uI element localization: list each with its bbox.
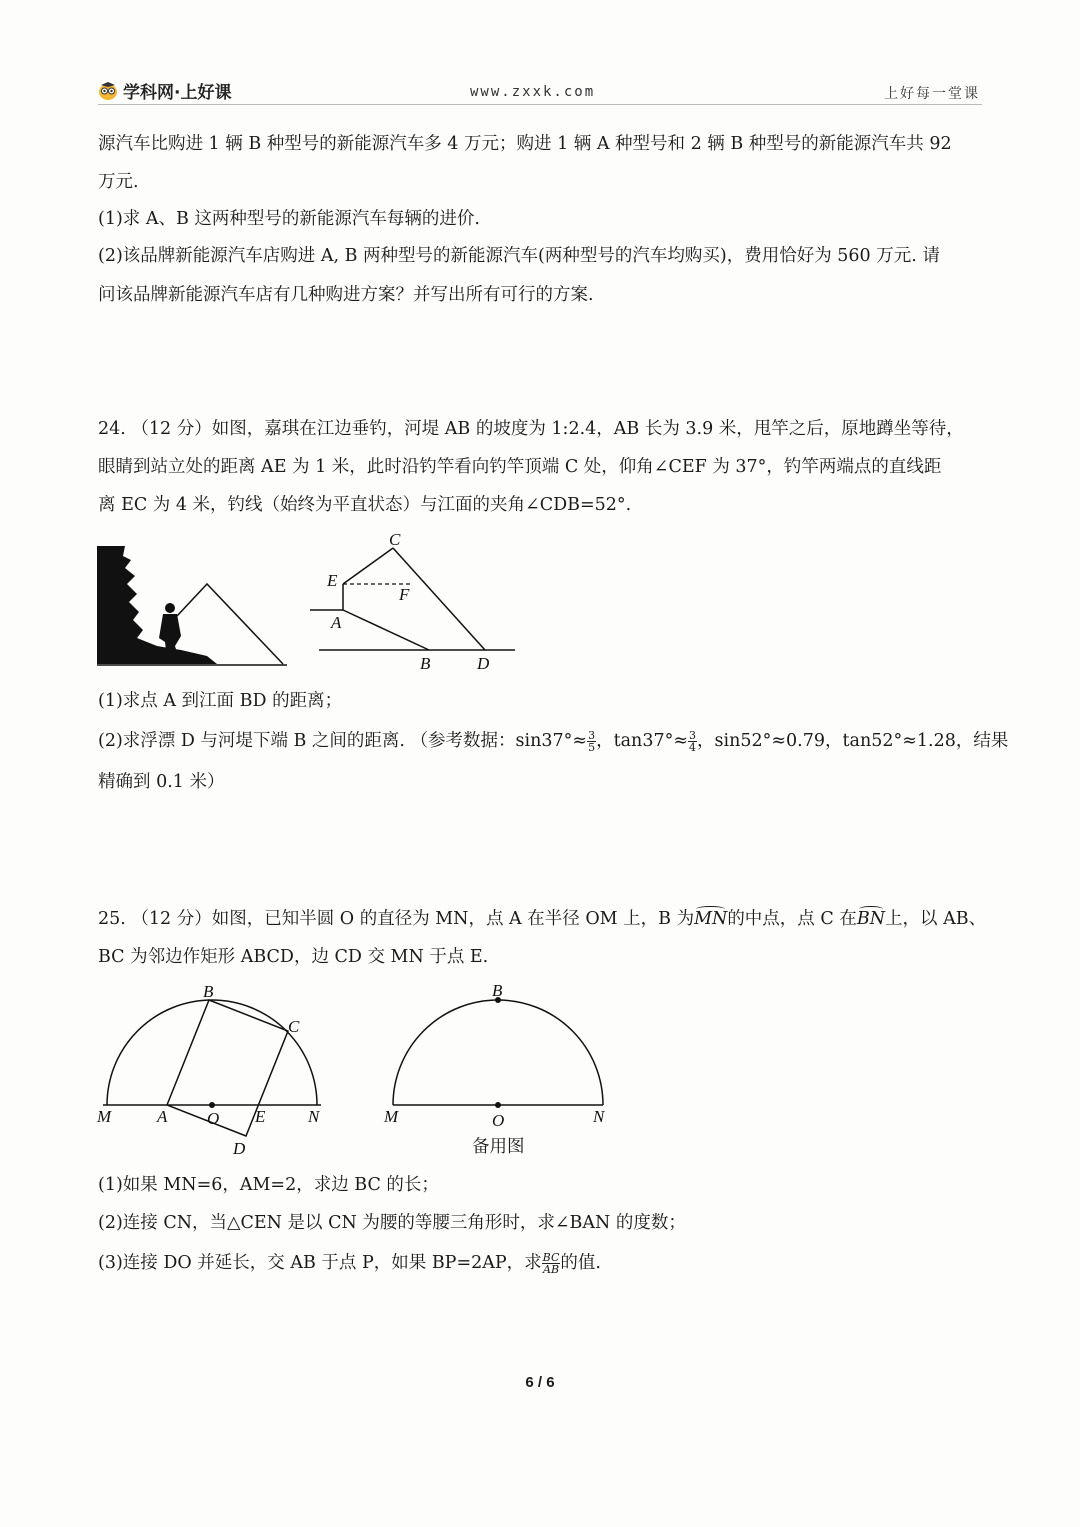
label-e: E — [327, 571, 338, 590]
semicircle-arc — [393, 1000, 603, 1105]
center-point-o — [209, 1102, 215, 1108]
label-d: D — [233, 1139, 246, 1158]
label-f: F — [399, 585, 410, 604]
q23-line2: 万元. — [98, 172, 139, 192]
q25-line1 — [98, 906, 987, 932]
q24-line2: 眼睛到站立处的距离 AE 为 1 米，此时沿钓竿看向钓竿顶端 C 处，仰角∠CEF 为 37°，钓竿两端点的直线距 — [98, 457, 942, 477]
rectangle-abcd — [167, 1000, 288, 1136]
q25-part2: (2)连接 CN，当△CEN 是以 CN 为腰的等腰三角形时，求∠BAN 的度数； — [98, 1213, 686, 1233]
q24-line1: 24. （12 分）如图，嘉琪在江边垂钓，河堤 AB 的坡度为 1:2.4，AB 长为 3.9 米，甩竿之后，原地蹲坐等待， — [98, 419, 964, 439]
site-logo — [98, 78, 231, 103]
q25-part3-pre: (3)连接 DO 并延长，交 AB 于点 P，如果 BP=2AP，求 — [98, 1253, 542, 1273]
q23-line1: 源汽车比购进 1 辆 B 种型号的新能源汽车多 4 万元；购进 1 辆 A 种型号和 2 辆 B 种型号的新能源汽车共 92 — [98, 134, 952, 154]
q24-line3: 离 EC 为 4 米，钓线（始终为平直状态）与江面的夹角∠CDB=52°. — [98, 495, 632, 515]
q25-line1-c: 上，以 AB、 — [885, 909, 987, 929]
owl-icon — [98, 82, 118, 100]
label-b: B — [420, 654, 431, 673]
label-m: M — [97, 1107, 112, 1126]
segment-ab — [343, 610, 429, 650]
q25-diagram-spare — [380, 980, 620, 1130]
label-c: C — [288, 1017, 300, 1036]
arc-mn: MN — [694, 909, 727, 929]
label-b: B — [203, 982, 214, 1001]
q25-diagram-main — [95, 980, 335, 1160]
q24-part2-mid: ，tan37°≈ — [596, 731, 689, 751]
spare-figure-caption: 备用图 — [472, 1137, 525, 1157]
label-n: N — [308, 1107, 320, 1126]
label-d: D — [477, 654, 490, 673]
logo-text: 学科网·上好课 — [123, 83, 232, 103]
q25-part3 — [98, 1250, 984, 1276]
q25-line2: BC 为邻边作矩形 ABCD，边 CD 交 MN 于点 E. — [98, 947, 489, 967]
center-point-o — [495, 1102, 501, 1108]
page-number: 6 / 6 — [525, 1374, 555, 1391]
q24-part2-post: ，sin52°≈0.79，tan52°≈1.28，结果 — [697, 731, 1009, 751]
label-m: M — [384, 1107, 399, 1126]
label-n: N — [593, 1107, 605, 1126]
label-a: A — [331, 613, 342, 632]
q25-part3-post: 的值. — [560, 1253, 601, 1273]
semicircle-arc — [107, 1000, 317, 1105]
fishing-rod — [177, 584, 283, 664]
q25-line1-a: 25. （12 分）如图，已知半圆 O 的直径为 MN，点 A 在半径 OM 上，B 为 — [98, 909, 695, 929]
label-o: O — [207, 1109, 220, 1128]
q23-part1: (1)求 A、B 这两种型号的新能源汽车每辆的进价. — [98, 209, 480, 229]
q23-part2-line1: (2)该品牌新能源汽车店购进 A, B 两种型号的新能源汽车(两种型号的汽车均购买)，费用恰好为 560 万元. 请 — [98, 246, 940, 266]
fishing-photo — [97, 546, 289, 668]
label-a: A — [157, 1107, 168, 1126]
fraction-bc-ab: $\frac{BC}{AB}$ — [542, 1251, 560, 1276]
q25-part1: (1)如果 MN=6，AM=2，求边 BC 的长； — [98, 1175, 439, 1195]
label-o: O — [492, 1111, 505, 1130]
fraction-tan37: $\frac{3}{4}$ — [689, 729, 697, 754]
site-slogan: 上好每一堂课 — [884, 86, 980, 102]
q25-line1-b: 的中点，点 C 在 — [727, 909, 857, 929]
fraction-sin37: $\frac{3}{5}$ — [588, 729, 596, 754]
site-url[interactable]: www.zxxk.com — [470, 84, 596, 100]
label-c: C — [389, 530, 401, 549]
arc-bn: BN — [857, 909, 885, 929]
q24-part1: (1)求点 A 到江面 BD 的距离； — [98, 691, 343, 711]
q24-diagram — [305, 528, 525, 676]
q24-part2-line1 — [98, 728, 1009, 754]
q24-part2-line2: 精确到 0.1 米） — [98, 772, 225, 792]
tree-silhouette — [97, 546, 217, 664]
header-divider — [98, 104, 982, 105]
label-e: E — [255, 1107, 266, 1126]
segment-ec — [343, 548, 393, 584]
q23-part2-line2: 问该品牌新能源汽车店有几种购进方案？并写出所有可行的方案. — [98, 285, 594, 305]
q24-part2-pre: (2)求浮漂 D 与河堤下端 B 之间的距离. （参考数据：sin37°≈ — [98, 731, 588, 751]
label-b: B — [492, 981, 503, 1000]
